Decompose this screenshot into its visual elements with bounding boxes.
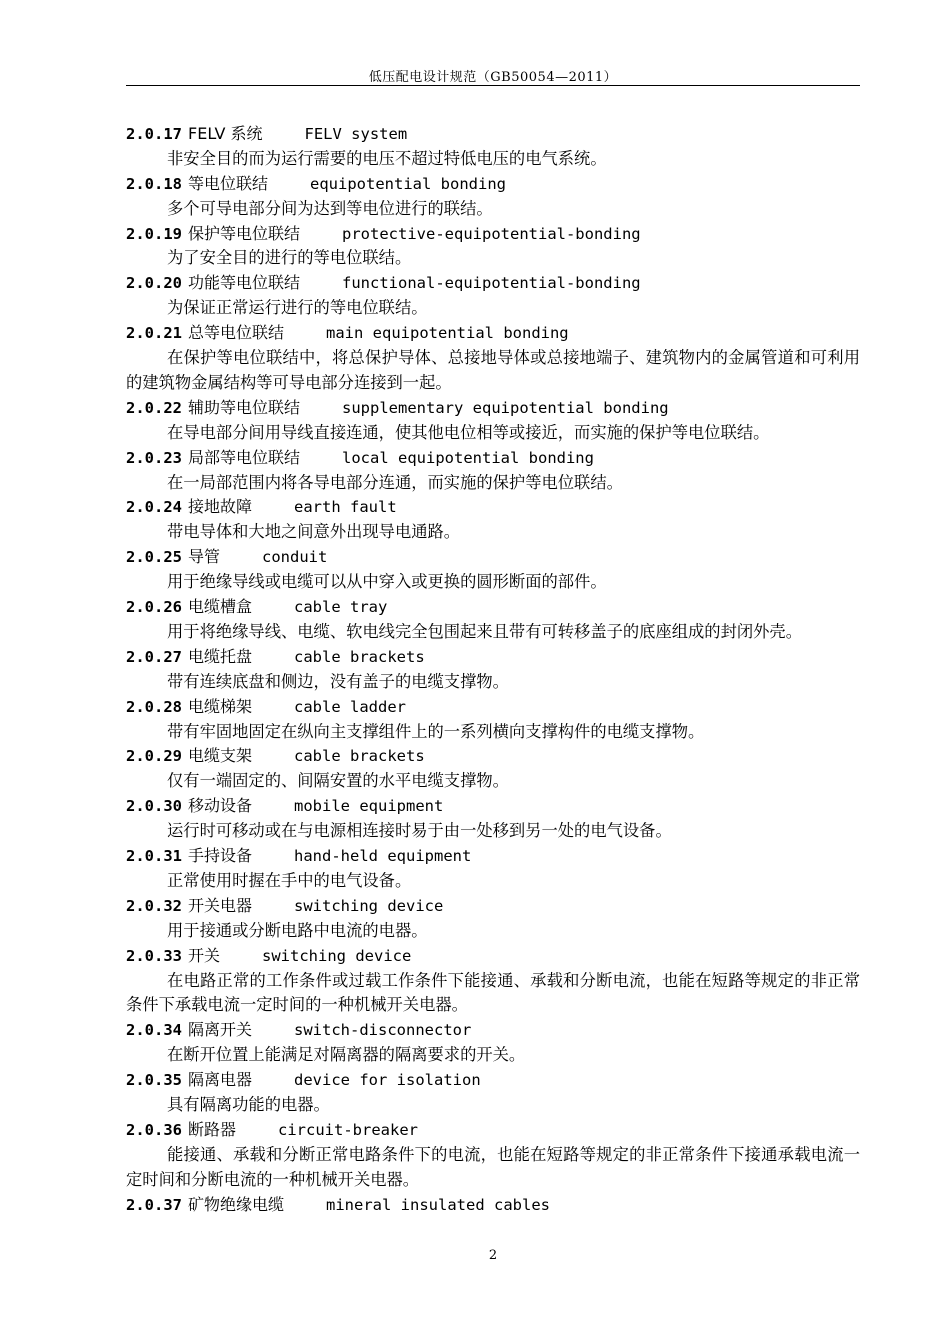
term-chinese: 功能等电位联结 [188,273,301,293]
term-entry [126,744,860,794]
term-number: 2.0.34 [126,1021,182,1040]
term-chinese: 断路器 [188,1119,237,1139]
term-english: equipotential bonding [310,174,506,193]
term-chinese: 接地故障 [188,497,253,517]
term-definition: 用于接通或分断电路中电流的电器。 [167,920,428,940]
term-entry [126,944,860,1019]
term-heading [126,595,860,620]
term-number: 2.0.33 [126,946,182,965]
term-definition: 运行时可移动或在与电源相连接时易于由一处移到另一处的电气设备。 [167,821,672,841]
term-entry [126,545,860,595]
term-heading [126,1118,860,1143]
term-chinese: 电缆托盘 [188,646,253,666]
term-entry [126,645,860,695]
term-definition: 用于绝缘导线或电缆可以从中穿入或更换的圆形断面的部件。 [167,572,607,592]
term-chinese: 开关电器 [188,895,253,915]
term-entry [126,894,860,944]
term-chinese: 手持设备 [188,846,253,866]
term-definition: 在一局部范围内将各导电部分连通，而实施的保护等电位联结。 [167,472,623,492]
term-heading [126,1018,860,1043]
term-definition: 为保证正常运行进行的等电位联结。 [167,298,428,318]
term-heading [126,844,860,869]
term-heading [126,695,860,720]
term-english: FELV system [304,125,408,143]
term-number: 2.0.21 [126,324,182,343]
term-chinese: 隔离开关 [188,1020,253,1040]
page-header-title: 低压配电设计规范（GB50054—2011） [368,70,618,85]
term-entry [126,122,860,172]
term-chinese: 辅助等电位联结 [188,397,301,417]
term-entry [126,321,860,396]
term-english: switching device [262,946,412,965]
term-english: earth fault [294,498,397,517]
term-chinese: 开关 [188,945,221,965]
term-chinese: 局部等电位联结 [188,447,301,467]
term-number: 2.0.18 [126,174,182,193]
term-heading [126,172,860,197]
term-number: 2.0.29 [126,747,182,766]
header-rule [126,85,860,86]
term-number: 2.0.20 [126,274,182,293]
term-definition: 带有牢固地固定在纵向主支撑组件上的一系列横向支撑构件的电缆支撑物。 [167,721,705,741]
term-heading [126,645,860,670]
term-heading [126,321,860,346]
term-entry [126,794,860,844]
term-entry [126,1118,860,1193]
term-number: 2.0.28 [126,697,182,716]
term-english: protective-equipotential-bonding [342,224,641,243]
term-entry [126,844,860,894]
term-english: switch-disconnector [294,1021,472,1040]
term-entry [126,695,860,745]
term-chinese: 等电位联结 [188,173,269,193]
term-definition: 用于将绝缘导线、电缆、软电线完全包围起来且带有可转移盖子的底座组成的封闭外壳。 [167,621,802,641]
term-heading [126,744,860,769]
term-definition: 正常使用时握在手中的电气设备。 [167,870,412,890]
term-heading [126,271,860,296]
page-number: 2 [488,1248,498,1263]
term-definition: 在断开位置上能满足对隔离器的隔离要求的开关。 [167,1045,526,1065]
term-entry [126,495,860,545]
term-number: 2.0.36 [126,1120,182,1139]
term-definition: 仅有一端固定的、间隔安置的水平电缆支撑物。 [167,771,509,791]
term-heading [126,446,860,471]
term-chinese: 隔离电器 [188,1070,253,1090]
term-number: 2.0.22 [126,398,182,417]
term-entry [126,396,860,446]
terms-list [126,122,860,1218]
term-number: 2.0.32 [126,896,182,915]
term-english: supplementary equipotential bonding [342,398,669,417]
term-heading [126,794,860,819]
term-english: device for isolation [294,1071,481,1090]
term-heading [126,944,860,969]
term-number: 2.0.35 [126,1071,182,1090]
term-entry [126,446,860,496]
term-heading [126,122,860,147]
term-english: local equipotential bonding [342,448,594,467]
term-heading [126,396,860,421]
term-entry [126,271,860,321]
term-definition: 在电路正常的工作条件或过载工作条件下能接通、承载和分断电流，也能在短路等规定的非正常条件下承载电流一定时间的一种机械开关电器。 [126,970,860,1015]
term-entry [126,1018,860,1068]
term-definition: 带有连续底盘和侧边，没有盖子的电缆支撑物。 [167,671,509,691]
term-chinese: 电缆支架 [188,746,253,766]
term-definition: 多个可导电部分间为达到等电位进行的联结。 [167,198,493,218]
term-english: circuit-breaker [278,1120,418,1139]
term-heading [126,894,860,919]
term-definition: 非安全目的而为运行需要的电压不超过特低电压的电气系统。 [167,148,607,168]
term-entry [126,1068,860,1118]
term-english: switching device [294,896,444,915]
term-english: functional-equipotential-bonding [342,274,641,293]
term-english: hand-held equipment [294,847,472,866]
term-english: mineral insulated cables [326,1195,550,1214]
term-chinese: FELV 系统 [188,124,263,143]
term-definition: 能接通、承载和分断正常电路条件下的电流，也能在短路等规定的非正常条件下接通承载电流一定时间和分断电流的一种机械开关电器。 [126,1144,860,1189]
term-number: 2.0.19 [126,224,182,243]
term-english: cable tray [294,598,388,617]
term-entry [126,222,860,272]
term-english: main equipotential bonding [326,324,569,343]
term-heading [126,495,860,520]
term-entry [126,595,860,645]
term-heading [126,222,860,247]
term-definition: 在保护等电位联结中，将总保护导体、总接地导体或总接地端子、建筑物内的金属管道和可利用的建筑物金属结构等可导电部分连接到一起。 [126,348,860,392]
term-chinese: 移动设备 [188,796,253,816]
term-number: 2.0.37 [126,1195,182,1214]
term-english: cable brackets [294,747,425,766]
term-number: 2.0.27 [126,647,182,666]
term-chinese: 电缆梯架 [188,696,253,716]
term-number: 2.0.25 [126,548,182,567]
term-english: conduit [262,548,328,567]
term-heading [126,1068,860,1093]
term-number: 2.0.23 [126,448,182,467]
term-entry [126,172,860,222]
term-chinese: 导管 [188,547,221,567]
term-number: 2.0.31 [126,847,182,866]
term-definition: 为了安全目的进行的等电位联结。 [167,248,412,268]
term-number: 2.0.24 [126,498,182,517]
term-heading [126,1193,860,1218]
term-chinese: 矿物绝缘电缆 [188,1194,285,1214]
term-english: cable brackets [294,647,425,666]
term-definition: 在导电部分间用导线直接连通，使其他电位相等或接近，而实施的保护等电位联结。 [167,422,770,442]
term-chinese: 保护等电位联结 [188,223,301,243]
term-definition: 带电导体和大地之间意外出现导电通路。 [167,522,461,542]
term-number: 2.0.26 [126,598,182,617]
term-number: 2.0.17 [126,125,182,143]
term-chinese: 总等电位联结 [188,323,285,343]
term-entry [126,1193,860,1218]
term-heading [126,545,860,570]
term-chinese: 电缆槽盒 [188,597,253,617]
term-definition: 具有隔离功能的电器。 [167,1095,330,1115]
term-english: cable ladder [294,697,406,716]
term-number: 2.0.30 [126,797,182,816]
term-english: mobile equipment [294,797,444,816]
